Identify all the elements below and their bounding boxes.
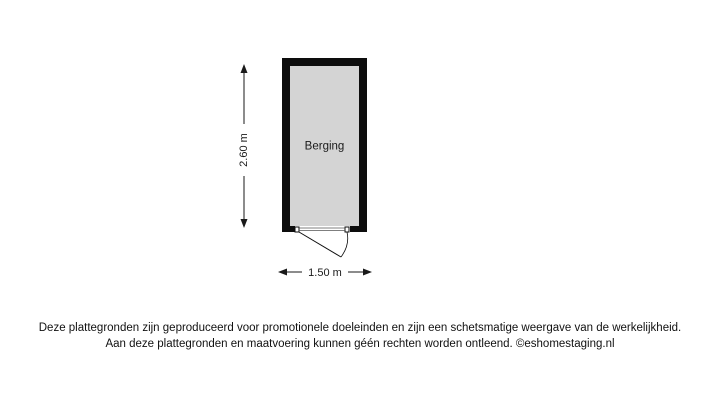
arrow-up-icon <box>241 64 248 73</box>
disclaimer-line-1: Deze plattegronden zijn geproduceerd voor promotionele doeleinden en zijn een schetsmatige weergave van de werkelijkheid. <box>38 322 682 334</box>
door <box>295 227 349 257</box>
arrow-left-icon <box>278 269 287 276</box>
height-dimension-label: 2.60 m <box>238 133 250 167</box>
arrow-right-icon <box>363 269 372 276</box>
disclaimer-line-2: Aan deze plattegronden en maatvoering kunnen géén rechten worden ontleend. ©eshomestaging.nl <box>105 338 615 350</box>
room-label: Berging <box>304 140 345 153</box>
arrow-down-icon <box>241 219 248 228</box>
door-leaf <box>299 232 341 257</box>
door-swing-arc <box>341 232 348 257</box>
width-dimension-label: 1.50 m <box>308 267 342 279</box>
disclaimer <box>0 320 720 352</box>
